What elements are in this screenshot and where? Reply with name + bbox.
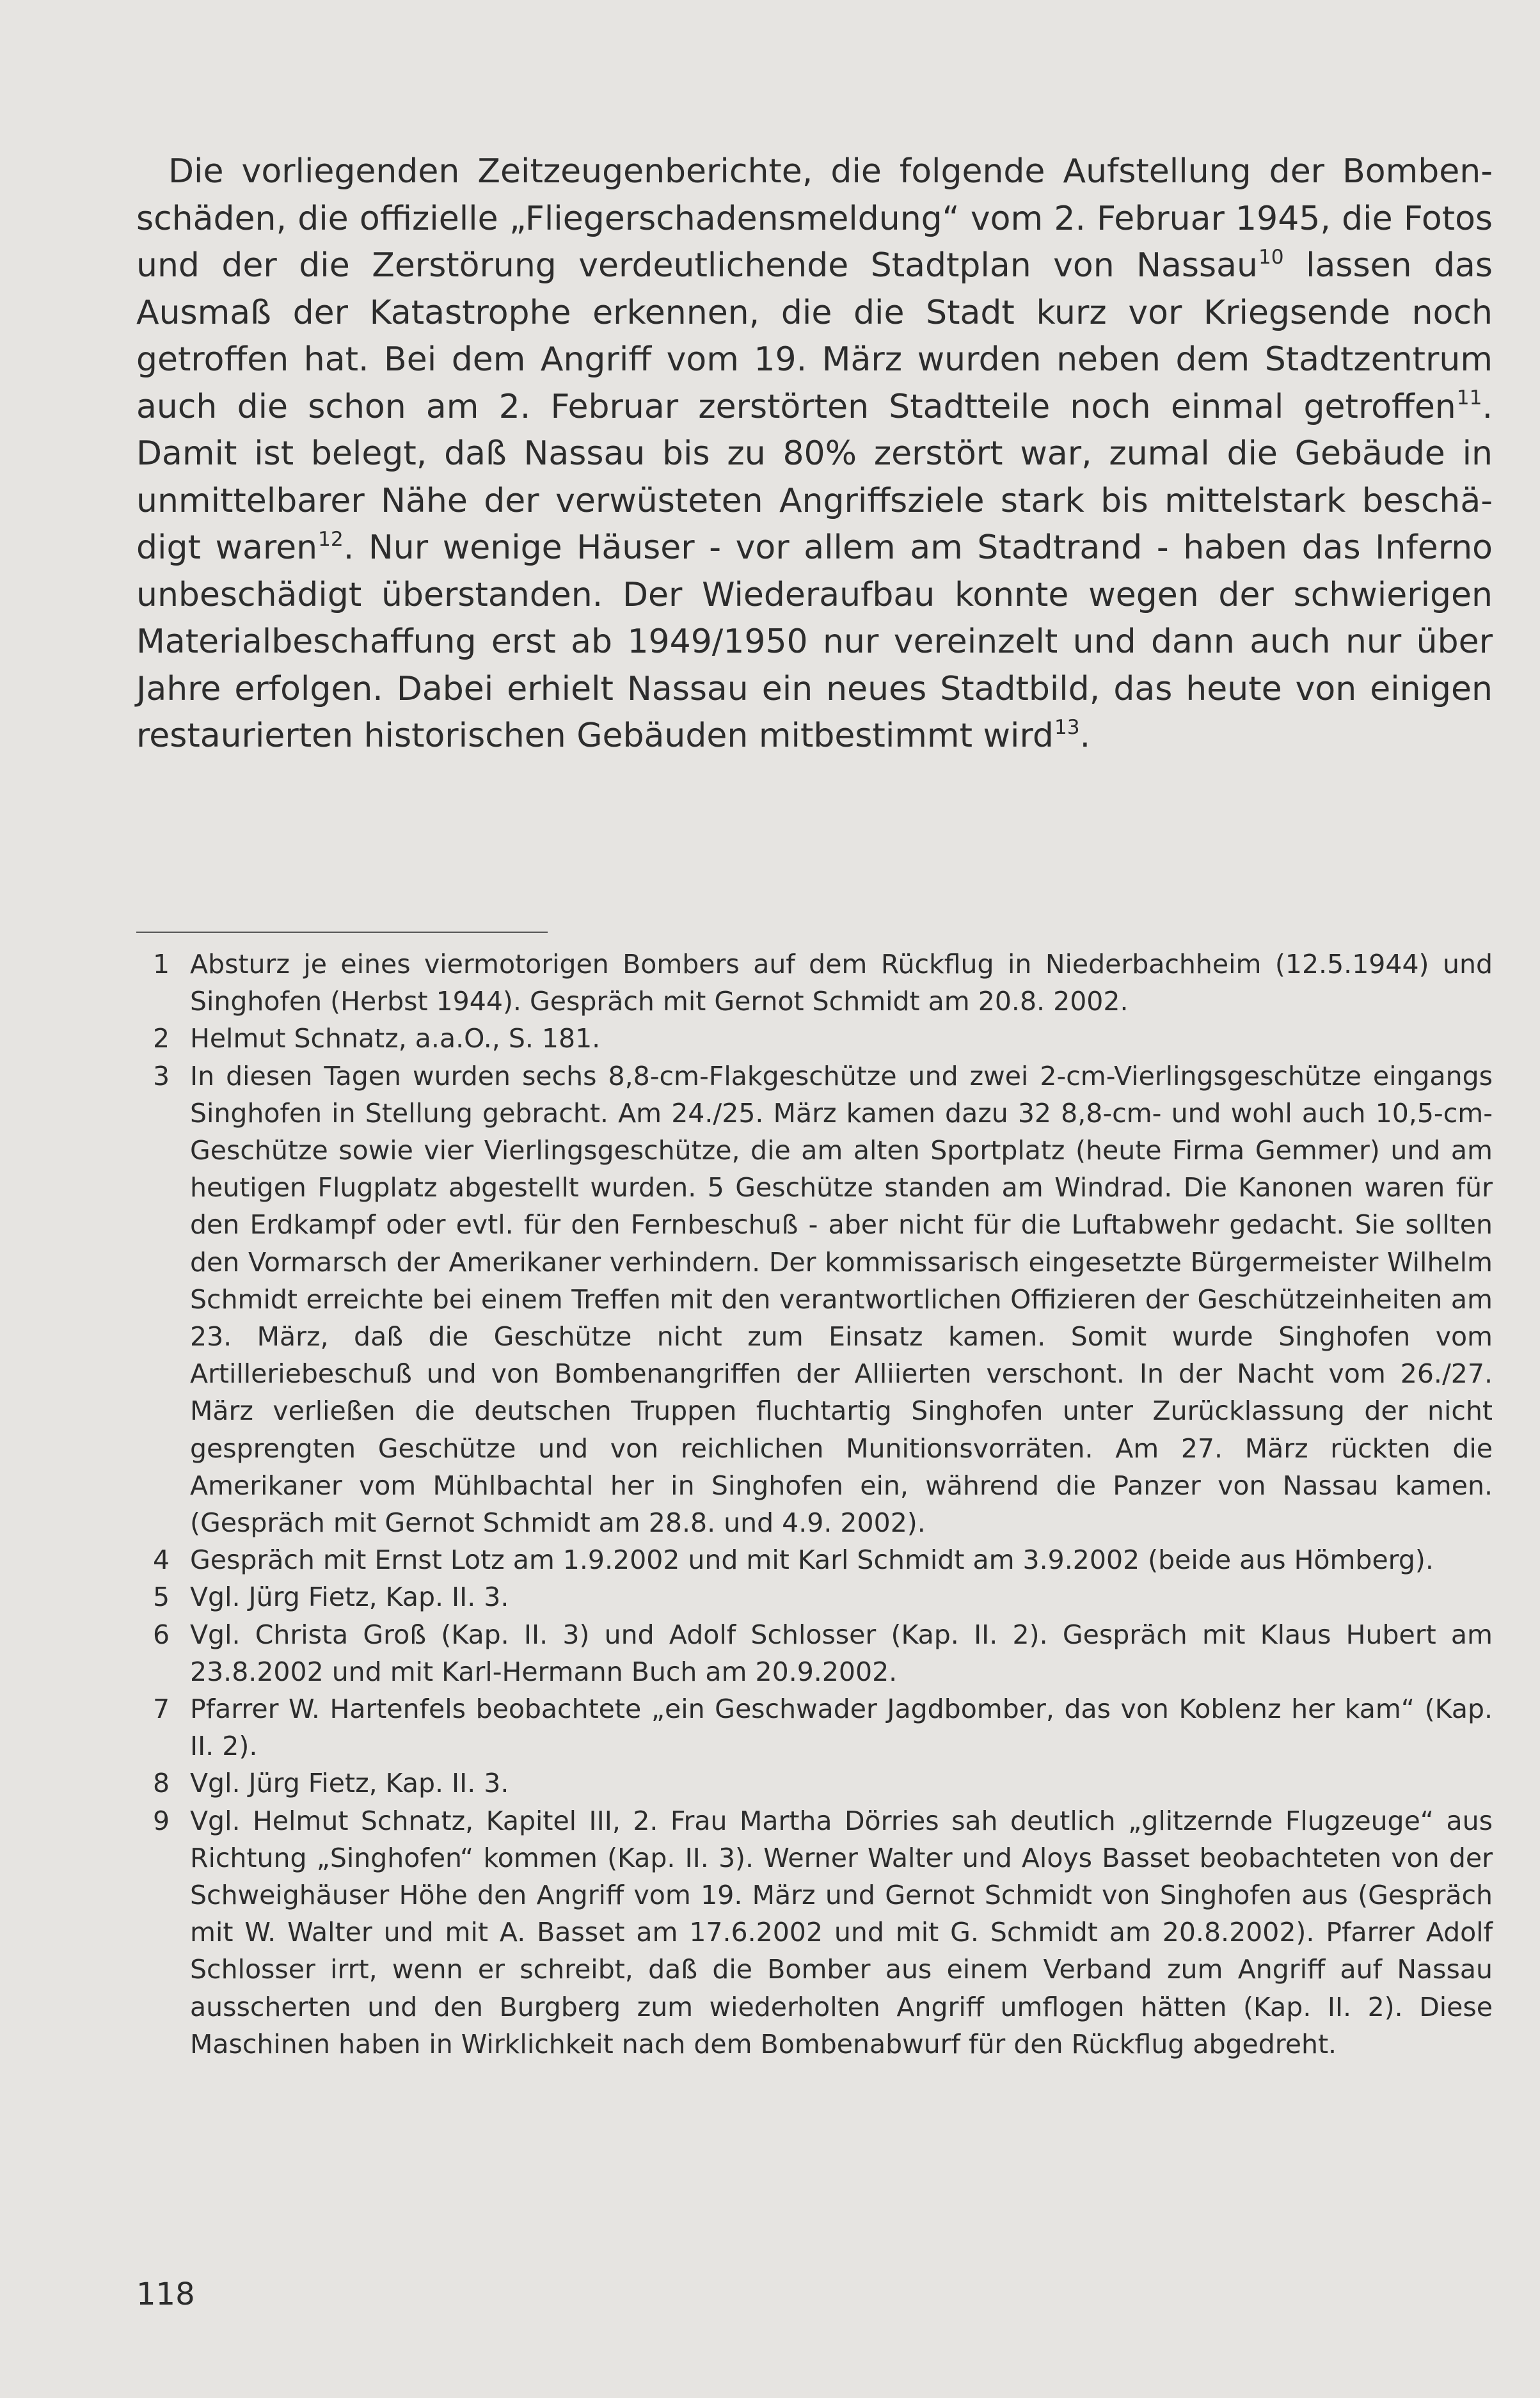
footnote-number: 1	[153, 949, 170, 980]
body-text-part: Die vorliegenden Zeitzeugenberichte, die folgende Aufstellung der Bombenschäden, die offizielle „Fliegerschadensmeldung“ vom 2. Februar 1945, die Fotos und der die Zerstörung verdeutlichende Stadtplan von Nassau	[136, 152, 1493, 285]
footnote-1	[136, 946, 1493, 1020]
footnote-5	[136, 1578, 1493, 1616]
footnote-number: 5	[153, 1582, 170, 1613]
body-text-part: . Damit ist belegt, daß Nassau bis zu 80% zerstört war, zumal die Gebäude in unmittelbarer Nähe der verwüsteten Angriffsziele stark bis mittelstark beschädigt waren	[136, 387, 1493, 567]
footnote-text: In diesen Tagen wurden sechs 8,8-cm-Flakgeschütze und zwei 2-cm-Vierlingsgeschütze eingangs Singhofen in Stellung gebracht. Am 24./25. März kamen dazu 32 8,8-cm- und wohl auch 10,5-cm-Geschütze sowie vier Vierlingsgeschütze, die am alten Sportplatz (heute Firma Gemmer) und am heutigen Flugplatz abgestellt wurden. 5 Geschütze standen am Windrad. Die Kanonen waren für den Erdkampf oder evtl. für den Fernbeschuß - aber nicht für die Luftabwehr gedacht. Sie sollten den Vormarsch der Amerikaner verhindern. Der kommissarisch eingesetzte Bürgermeister Wilhelm Schmidt erreichte bei einem Treffen mit den verantwortlichen Offizieren der Geschützeinheiten am 23. März, daß die Geschütze nicht zum Einsatz kamen. Somit wurde Singhofen vom Artilleriebeschuß und von Bombenangriffen der Alliierten verschont. In der Nacht vom 26./27. März verließen die deutschen Truppen fluchtartig Singhofen unter Zurücklassung der nicht gesprengten Geschütze und von reichlichen Munitionsvorräten. Am 27. März rückten die Amerikaner vom Mühlbachtal her in Singhofen ein, während die Panzer von Nassau kamen. (Gespräch mit Gernot Schmidt am 28.8. und 4.9. 2002).	[190, 1060, 1493, 1539]
footnote-9	[136, 1802, 1493, 2063]
page-number: 118	[136, 2276, 195, 2312]
footnote-text: Vgl. Christa Groß (Kap. II. 3) und Adolf Schlosser (Kap. II. 2). Gespräch mit Klaus Hubert am 23.8.2002 und mit Karl-Hermann Buch am 20.9.2002.	[190, 1619, 1493, 1687]
footnote-number: 6	[153, 1619, 170, 1650]
footnote-text: Vgl. Helmut Schnatz, Kapitel III, 2. Frau Martha Dörries sah deutlich „glitzernde Flugzeuge“ aus Richtung „Singhofen“ kommen (Kap. II. 3). Werner Walter und Aloys Basset beobachteten von der Schweighäuser Höhe den Angriff vom 19. März und Gernot Schmidt von Singhofen aus (Gespräch mit W. Walter und mit A. Basset am 17.6.2002 und mit G. Schmidt am 20.8.2002). Pfarrer Adolf Schlosser irrt, wenn er schreibt, daß die Bomber aus einem Verband zum Angriff auf Nassau ausscherten und den Burgberg zum wiederholten Angriff umflogen hätten (Kap. II. 2). Diese Maschinen haben in Wirklichkeit nach dem Bombenabwurf für den Rückflug abgedreht.	[190, 1805, 1493, 2060]
footnote-text: Absturz je eines viermotorigen Bombers auf dem Rückflug in Niederbachheim (12.5.1944) und Singhofen (Herbst 1944). Gespräch mit Gernot Schmidt am 20.8. 2002.	[190, 949, 1493, 1017]
footnote-ref: 13	[1054, 715, 1080, 739]
footnote-number: 2	[153, 1023, 170, 1054]
body-text-part: lassen das Ausmaß der Katastrophe erkennen, die die Stadt kurz vor Kriegsende noch getroffen hat. Bei dem Angriff vom 19. März wurden neben dem Stadtzentrum auch die schon am 2. Februar zerstörten Stadtteile noch einmal getroffen	[136, 246, 1493, 426]
footnote-number: 4	[153, 1544, 170, 1576]
footnote-ref: 10	[1258, 245, 1284, 269]
footnote-ref: 12	[318, 527, 344, 551]
footnote-4	[136, 1541, 1493, 1578]
footnote-text: Vgl. Jürg Fietz, Kap. II. 3.	[190, 1768, 509, 1799]
footnote-7	[136, 1690, 1493, 1765]
footnote-ref: 11	[1456, 386, 1482, 410]
footnote-list	[136, 946, 1493, 2063]
footnote-text: Pfarrer W. Hartenfels beobachtete „ein Geschwader Jagdbomber, das von Koblenz her kam“ (Kap. II. 2).	[190, 1694, 1493, 1762]
footnote-number: 8	[153, 1768, 170, 1799]
footnote-text: Vgl. Jürg Fietz, Kap. II. 3.	[190, 1582, 509, 1613]
footnote-text: Gespräch mit Ernst Lotz am 1.9.2002 und mit Karl Schmidt am 3.9.2002 (beide aus Hömberg).	[190, 1544, 1434, 1576]
footnote-8	[136, 1765, 1493, 1802]
footnote-separator	[136, 932, 548, 933]
body-text-part: .	[1079, 717, 1091, 755]
body-paragraph	[136, 148, 1493, 760]
footnote-2	[136, 1020, 1493, 1057]
footnote-number: 9	[153, 1805, 170, 1836]
footnote-number: 7	[153, 1694, 170, 1725]
footnote-number: 3	[153, 1060, 170, 1092]
footnote-text: Helmut Schnatz, a.a.O., S. 181.	[190, 1023, 601, 1054]
footnote-3	[136, 1058, 1493, 1542]
body-text-part: . Nur wenige Häuser - vor allem am Stadtrand - haben das Inferno unbeschädigt überstanden. Der Wiederaufbau konnte wegen der schwierigen Materialbeschaffung erst ab 1949/1950 nur vereinzelt und dann auch nur über Jahre erfolgen. Dabei erhielt Nassau ein neues Stadtbild, das heute von einigen restaurierten historischen Gebäuden mitbestimmt wird	[136, 528, 1493, 755]
footnote-6	[136, 1616, 1493, 1690]
